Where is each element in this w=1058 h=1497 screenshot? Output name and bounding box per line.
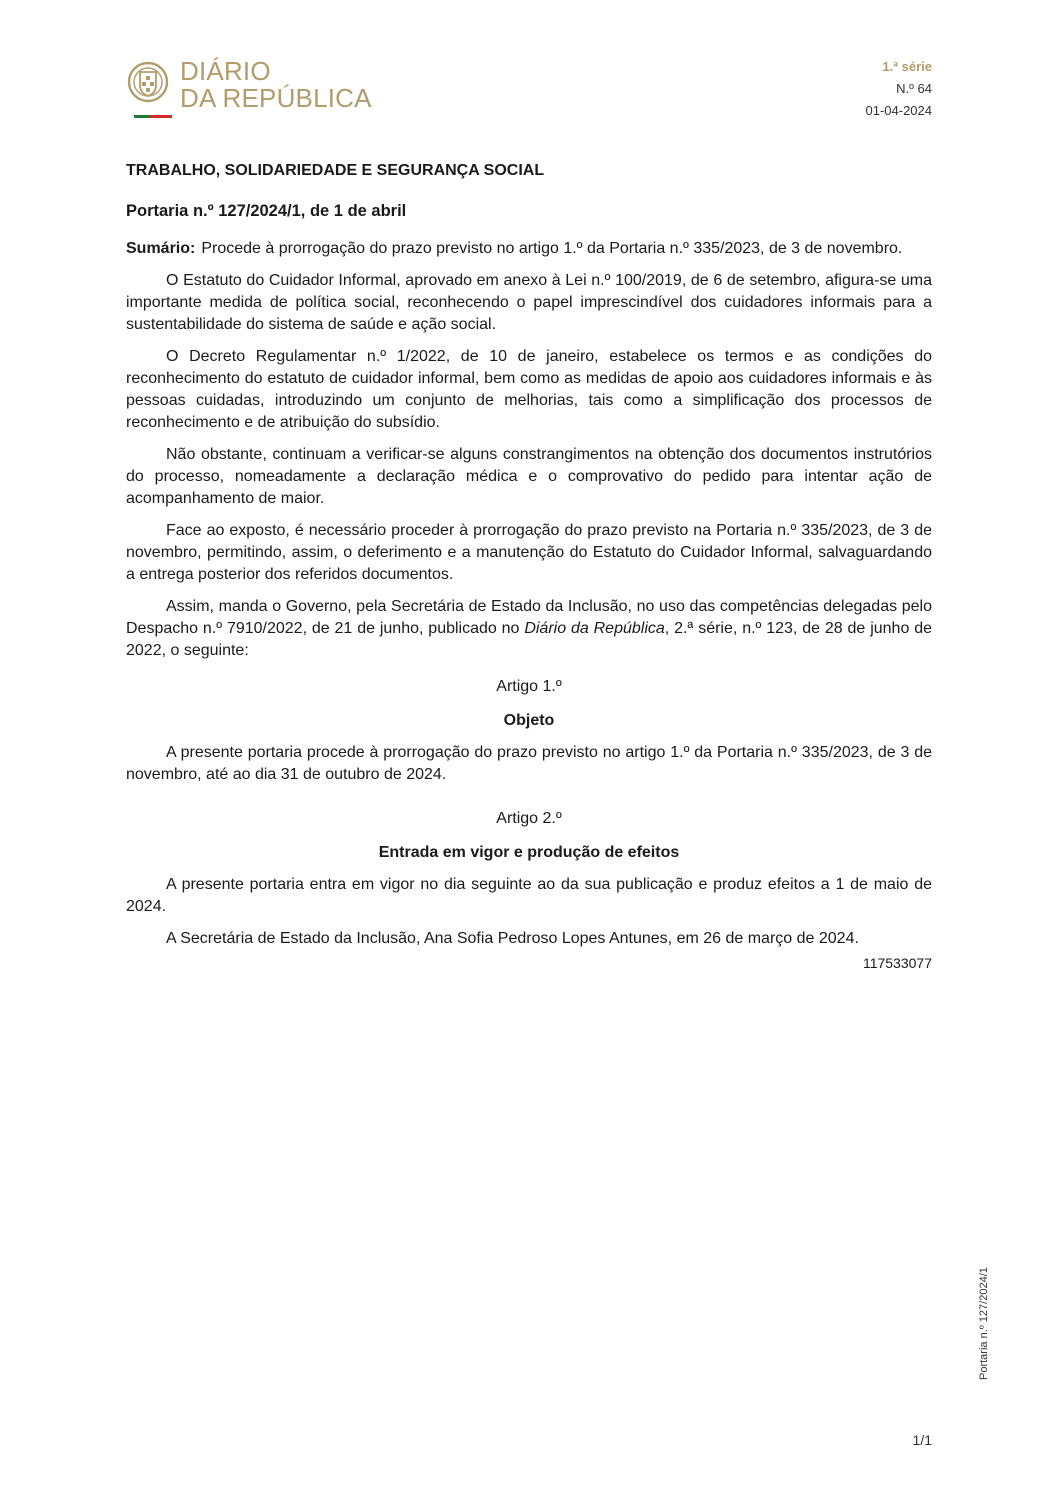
paragraph: O Estatuto do Cuidador Informal, aprovado em anexo à Lei n.º 100/2019, de 6 de setembro, afigura-se uma importante medida de política social, reconhecendo o papel imprescindível dos cuidadores informais para a sustentabilidade do sistema de saúde e ação social.: [126, 272, 932, 333]
mandate-text-start: Assim, manda o Governo, pela Secretária de Estado da Inclusão, no uso das competências delegadas pelo Despacho n.º 7910/2022, de 21 de junho, publicado no: [126, 598, 932, 637]
artigo-1-text: A presente portaria procede à prorrogação do prazo previsto no artigo 1.º da Portaria n.º 335/2023, de 3 de novembro, até ao dia 31 de outubro de 2024.: [126, 744, 932, 783]
artigo-2-heading: Artigo 2.º: [496, 810, 562, 827]
summary: [126, 238, 932, 260]
artigo-1-heading: Artigo 1.º: [496, 678, 562, 695]
page-number: 1/1: [912, 1432, 932, 1448]
publication-name: Diário da República: [524, 620, 665, 637]
logo-line-2: DA REPÚBLICA: [180, 83, 372, 113]
paragraph: O Decreto Regulamentar n.º 1/2022, de 10 de janeiro, estabelece os termos e as condições do reconhecimento do estatuto de cuidador informal, bem como as medidas de apoio aos cuidadores informais e às pessoas cuidadas, introduzindo um conjunto de melhorias, tais como a simplificação dos processos de reconhecimento e de atribuição do subsídio.: [126, 348, 932, 431]
serie-label: 1.ª série: [882, 59, 932, 74]
summary-text: Procede à prorrogação do prazo previsto no artigo 1.º da Portaria n.º 335/2023, de 3 de novembro.: [201, 240, 903, 257]
artigo-2-text: A presente portaria entra em vigor no dia seguinte ao da sua publicação e produz efeitos a 1 de maio de 2024.: [126, 876, 932, 915]
issue-meta: [866, 56, 933, 122]
document-number: 117533077: [862, 955, 932, 971]
logo-line-1: DIÁRIO: [180, 56, 271, 86]
issue-date: 01-04-2024: [865, 103, 932, 118]
diario-da-republica-logo: [126, 56, 406, 120]
portugal-flag-bar: [134, 115, 172, 118]
coat-of-arms-icon: [126, 58, 172, 112]
summary-label: Sumário:: [126, 240, 196, 257]
signature: A Secretária de Estado da Inclusão, Ana Sofia Pedroso Lopes Antunes, em 26 de março de 2024.: [166, 930, 859, 947]
artigo-1-title: Objeto: [503, 712, 555, 729]
paragraph-mandate: [126, 596, 932, 662]
side-document-label: Portaria n.º 127/2024/1: [978, 1267, 990, 1380]
paragraph: Não obstante, continuam a verificar-se alguns constrangimentos na obtenção dos documentos instrutórios do processo, nomeadamente a declaração médica e o comprovativo do pedido para intentar ação de acompanhamento de maior.: [126, 446, 932, 507]
artigo-2-title: Entrada em vigor e produção de efeitos: [378, 844, 680, 861]
ministry-heading: TRABALHO, SOLIDARIEDADE E SEGURANÇA SOCIAL: [126, 162, 545, 179]
portaria-title: Portaria n.º 127/2024/1, de 1 de abril: [126, 202, 407, 220]
document-body: [126, 160, 932, 974]
issue-number: N.º 64: [896, 81, 932, 96]
paragraph: Face ao exposto, é necessário proceder à prorrogação do prazo previsto na Portaria n.º 335/2023, de 3 de novembro, permitindo, assim, o deferimento e a manutenção do Estatuto do Cuidador Informal, salvaguardando a entrega posterior dos referidos documentos.: [126, 522, 932, 583]
mandate-text-end: , 2.ª série, n.º 123, de 28 de junho de 2022, o seguinte:: [126, 620, 932, 659]
logo-wordmark: [180, 58, 372, 112]
